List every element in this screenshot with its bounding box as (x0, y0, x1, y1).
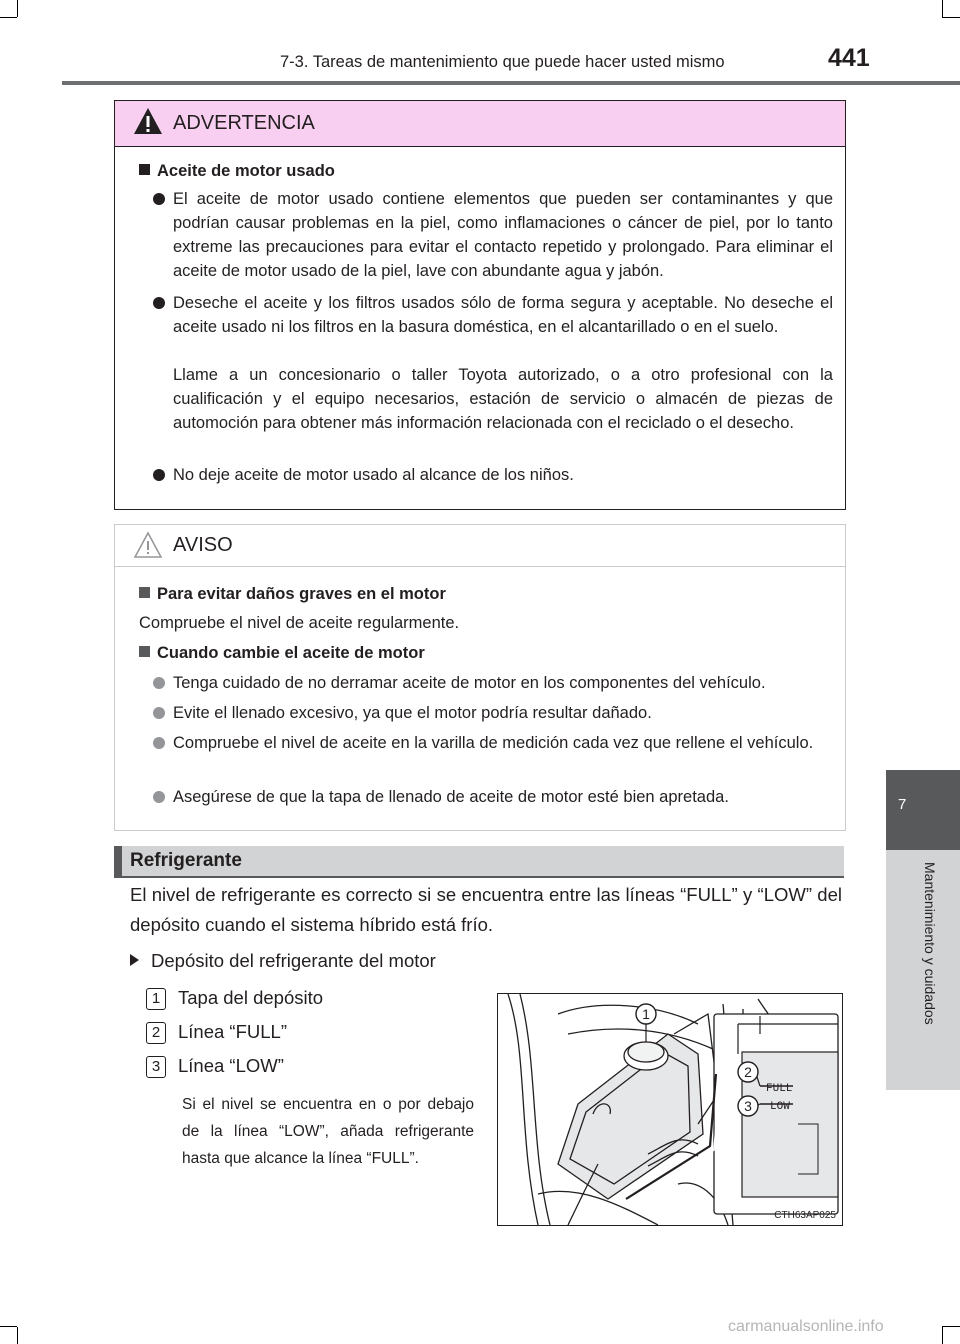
notice-heading: Cuando cambie el aceite de motor (139, 641, 425, 665)
notice-bullet: Tenga cuidado de no derramar aceite de motor en los componentes del vehículo. (157, 671, 833, 695)
crop-mark (942, 17, 960, 18)
caution-triangle-icon (133, 531, 163, 559)
section-subheading: Depósito del refrigerante del motor (130, 950, 436, 972)
callout-number: 3 (146, 1056, 166, 1078)
section-heading-bar (114, 846, 844, 878)
notice-text: Compruebe el nivel de aceite regularmente. (139, 614, 460, 632)
warning-title: ADVERTENCIA (173, 112, 315, 134)
crop-mark (17, 1327, 18, 1344)
square-bullet-icon (139, 587, 150, 598)
warning-box (114, 100, 846, 510)
crop-mark (0, 1326, 17, 1327)
warning-bullet-continuation: Llame a un concesionario o taller Toyota autorizado, o a otro profesional con la cualificación y el equipo necesarios, estación de servicio o almacén de piezas de automoción para obtener más información relacionada con el reciclado o el desecho. (173, 366, 833, 432)
dot-bullet-icon (153, 193, 165, 205)
coolant-reservoir-illustration (498, 994, 842, 1225)
square-bullet-icon (139, 164, 150, 175)
warning-bullet: Deseche el aceite y los filtros usados sólo de forma segura y aceptable. No deseche el aceite usado ni los filtros en la basura doméstica, en el alcantarillado o en el suelo. (157, 291, 833, 339)
section-title: Refrigerante (130, 850, 242, 871)
section-note: Si el nivel se encuentra en o por debajo de la línea “LOW”, añada refrigerante hasta que alcance la línea “FULL”. (182, 1096, 474, 1167)
dot-bullet-icon (153, 707, 165, 719)
dot-bullet-icon (153, 677, 165, 689)
warning-bullet: El aceite de motor usado contiene elementos que pueden ser contaminantes y que podrían causar problemas en la piel, como inflamaciones o cáncer de piel, por lo tanto extreme las precauciones para evitar el contacto repetido y prolongado. Para eliminar el aceite de motor usado de la piel, lave con abundante agua y jabón. (157, 187, 833, 283)
notice-header (115, 525, 845, 567)
figure-callout-3: 3 (744, 1098, 752, 1114)
figure-code: CTH63AP025 (774, 1210, 836, 1221)
dot-bullet-icon (153, 297, 165, 309)
crop-mark (942, 1327, 943, 1344)
warning-header (115, 101, 845, 147)
notice-bullet: Compruebe el nivel de aceite en la varilla de medición cada vez que rellene el vehículo. (157, 731, 833, 755)
chapter-number: 7 (898, 796, 907, 813)
chapter-label: Mantenimiento y cuidados (922, 862, 938, 1025)
dot-bullet-icon (153, 791, 165, 803)
warning-bullet: No deje aceite de motor usado al alcance de los niños. (157, 463, 833, 487)
callout-number: 2 (146, 1022, 166, 1044)
crop-mark (942, 0, 943, 17)
callout-item: 1 Tapa del depósito (146, 987, 323, 1011)
arrow-right-icon (130, 954, 139, 966)
crop-mark (0, 17, 17, 18)
low-line-label: LOW (770, 1101, 790, 1113)
notice-bullet: Evite el llenado excesivo, ya que el motor podría resultar dañado. (157, 701, 833, 725)
crop-mark (17, 0, 18, 17)
full-line-label: FULL (766, 1083, 793, 1095)
notice-box (114, 524, 846, 831)
warning-triangle-icon (133, 107, 163, 135)
callout-item: 2 Línea “FULL” (146, 1021, 287, 1045)
callout-item: 3 Línea “LOW” (146, 1055, 284, 1079)
dot-bullet-icon (153, 737, 165, 749)
warning-heading: Aceite de motor usado (139, 159, 335, 183)
watermark: carmanualsonline.info (728, 1318, 884, 1335)
coolant-reservoir-figure (497, 993, 843, 1226)
notice-heading: Para evitar daños graves en el motor (139, 582, 446, 606)
crop-mark (942, 1326, 960, 1327)
figure-callout-1: 1 (642, 1006, 650, 1022)
notice-bullet: Asegúrese de que la tapa de llenado de aceite de motor esté bien apretada. (157, 785, 833, 809)
callout-number: 1 (146, 988, 166, 1010)
page-number: 441 (828, 44, 870, 72)
section-accent (114, 846, 122, 876)
header-rule (62, 81, 960, 85)
header-section-title: 7-3. Tareas de mantenimiento que puede hacer usted mismo (280, 53, 725, 71)
figure-callout-2: 2 (744, 1064, 752, 1080)
notice-title: AVISO (173, 534, 233, 556)
square-bullet-icon (139, 646, 150, 657)
section-paragraph: El nivel de refrigerante es correcto si se encuentra entre las líneas “FULL” y “LOW” del depósito cuando el sistema híbrido está frío. (130, 884, 842, 935)
dot-bullet-icon (153, 469, 165, 481)
